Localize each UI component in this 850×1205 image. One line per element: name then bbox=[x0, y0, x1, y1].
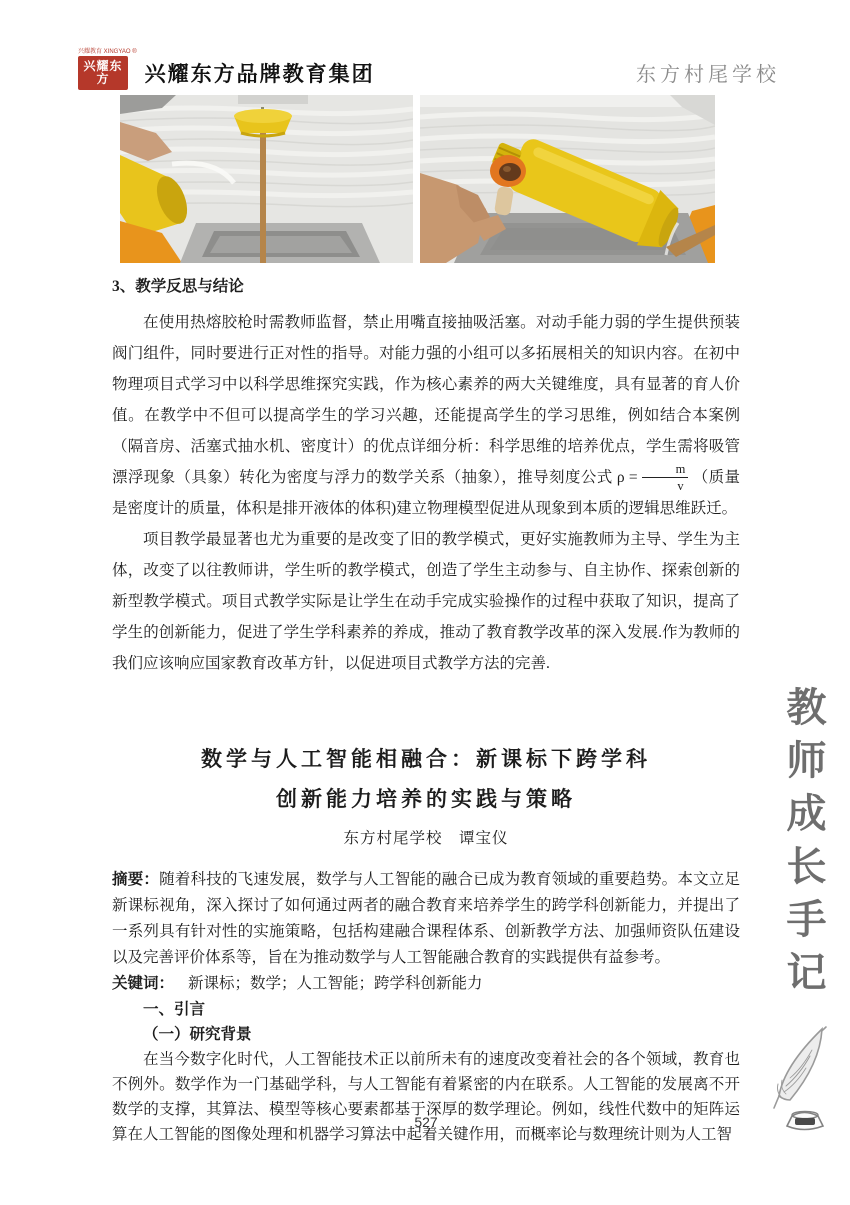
reflection-paragraph-1-text: 在使用热熔胶枪时需教师监督，禁止用嘴直接抽吸活塞。对动手能力弱的学生提供预装阀门组件，同时要进行正对性的指导。对能力强的小组可以多拓展相关的知识内容。在初中物理项目式学习中以科学思维探究实践，作为核心素养的两大关键维度，具有显著的育人价值。在教学中不但可以提高学生的学习兴趣，还能提高学生的学习思维，例如结合本案例（隔音房、活塞式抽水机、密度计）的优点详细分析：科学思维的培养优点，学生需将吸管漂浮现象（具象）转化为密度与浮力的数学关系（抽象），推导刻度公式 ρ = bbox=[112, 314, 740, 486]
page-footer bbox=[112, 1114, 740, 1132]
keywords-line bbox=[112, 971, 740, 997]
reflection-paragraph-2: 项目教学最显著也尤为重要的是改变了旧的教学模式，更好实施教师为主导、学生为主体，改变了以往教师讲，学生听的教学模式，创造了学生主动参与、自主协作、探索创新的新型教学模式。项目式教学实际是让学生在动手完成实验操作的过程中获取了知识，提高了学生的创新能力，促进了学生学科素养的养成，推动了教育教学改革的深入发展.作为教师的我们应该响应国家教育改革方针，以促进项目式教学方法的完善. bbox=[112, 531, 740, 672]
abstract-paragraph bbox=[112, 867, 740, 971]
vertical-calligraphy-text: 教师成长手记 bbox=[781, 686, 826, 1004]
keywords-text: 新课标；数学；人工智能；跨学科创新能力 bbox=[188, 975, 483, 992]
abstract-label: 摘要： bbox=[112, 871, 160, 888]
header-brand-group bbox=[78, 49, 375, 90]
article-title-line2: 创新能力培养的实践与策略 bbox=[276, 787, 576, 811]
formula-numerator: m bbox=[642, 463, 689, 479]
abstract-text: 随着科技的飞速发展，数学与人工智能的融合已成为教育领域的重要趋势。本文立足新课标视角，深入探讨了如何通过两者的融合教育来培养学生的跨学科创新能力，并提出了一系列具有针对性的实施策略，包括构建融合课程体系、创新教学方法、加强师资队伍建设以及完善评价体系等，旨在为推动数学与人工智能融合教育的实践提供有益参考。 bbox=[112, 871, 740, 966]
margin-decoration bbox=[760, 686, 846, 1134]
page-header bbox=[78, 48, 780, 90]
reflection-heading: 3、教学反思与结论 bbox=[112, 278, 244, 295]
introduction-paragraph: 在当今数字化时代，人工智能技术正以前所未有的速度改变着社会的各个领域，教育也不例外。数学作为一门基础学科，与人工智能有着紧密的内在联系。人工智能的发展离不开数学的支撑，其算法、模型等核心要素都基于深厚的数学理论。例如，线性代数中的矩阵运算在人工智能的图像处理和机器学习算法中起着关键作用，而概率论与数理统计则为人工智 bbox=[112, 1051, 740, 1143]
experiment-photo-left bbox=[120, 95, 413, 263]
brand-logo bbox=[78, 49, 137, 90]
main-content bbox=[112, 276, 740, 1147]
school-name: 东方村尾学校 bbox=[636, 64, 780, 86]
quill-pen-icon bbox=[762, 1022, 844, 1134]
brand-seal-icon: 兴耀东方 bbox=[78, 56, 128, 90]
subsection-heading-background: （一）研究背景 bbox=[143, 1026, 252, 1043]
experiment-photo-right bbox=[420, 95, 715, 263]
reflection-paragraph-1 bbox=[112, 307, 740, 524]
formula-denominator: v bbox=[677, 479, 684, 494]
article-author: 东方村尾学校 谭宝仪 bbox=[343, 830, 509, 847]
section-heading-introduction: 一、引言 bbox=[143, 1001, 206, 1018]
reflection-paragraph-1-continued: （质量是密度计的质量，体积是排开液体的体积)建立物理模型促进从现象到本质的逻辑思维跃迁。 bbox=[112, 469, 740, 517]
organization-name: 兴耀东方品牌教育集团 bbox=[144, 62, 375, 86]
brand-logo-tagline: 兴耀教育 XINGYAO ® bbox=[78, 48, 137, 55]
keywords-label: 关键词： bbox=[112, 975, 175, 992]
page-number: 527 bbox=[414, 1114, 438, 1130]
article-title-line1: 数学与人工智能相融合：新课标下跨学科 bbox=[201, 747, 651, 771]
article-section bbox=[112, 739, 740, 1147]
density-formula bbox=[642, 463, 689, 493]
experiment-photos-row bbox=[120, 95, 715, 263]
